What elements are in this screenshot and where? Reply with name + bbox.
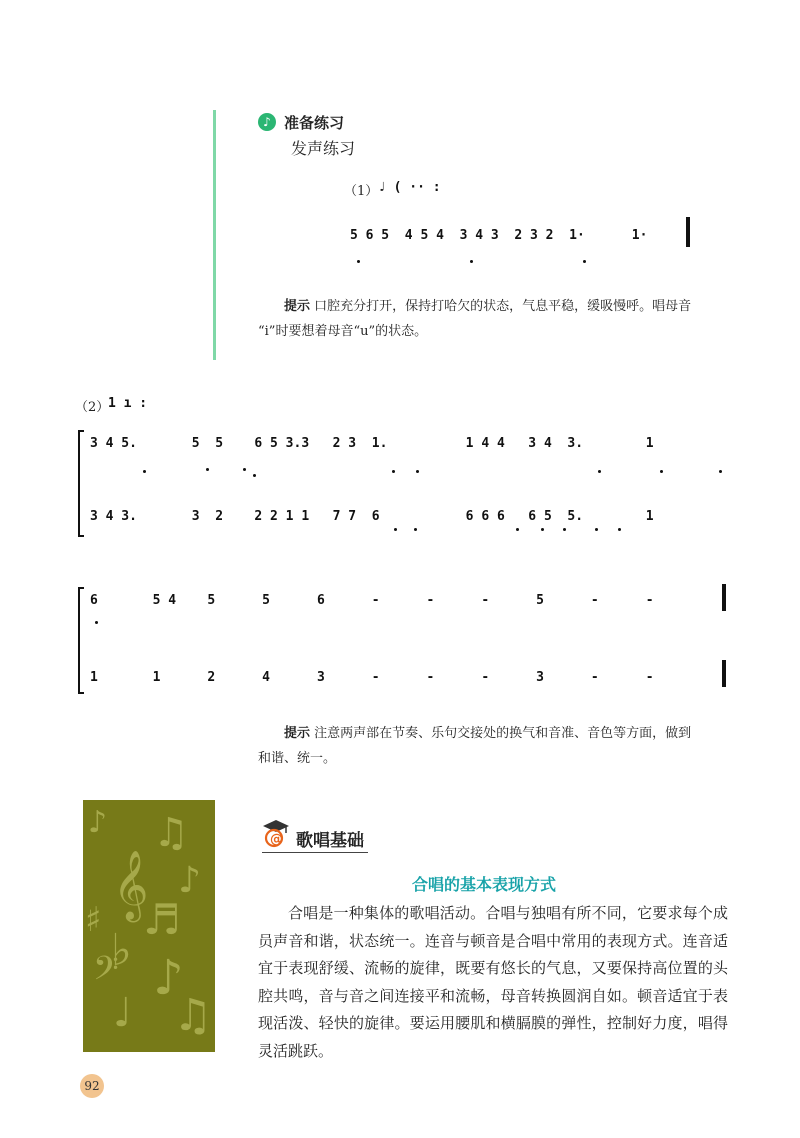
end-barline [722,584,726,611]
exercise-number: （2） [75,400,110,415]
octave-dot [563,528,566,531]
end-barline [722,660,726,687]
octave-dot [206,468,209,471]
graduation-cap-icon [262,818,290,848]
lower-voice-notes: 1 1 2 4 3 - - - 3 - - [90,670,654,685]
octave-dot [618,528,621,531]
tip-text-continued: “i”时要想着母音“u”的状态。 [258,324,428,339]
octave-dot [583,260,586,263]
end-barline [686,217,690,247]
section-subtitle: 发声练习 [291,139,356,158]
section-divider-bar [213,110,216,360]
tempo-marks: 1 ı : [108,396,148,411]
octave-dot [414,528,417,531]
octave-dot [719,470,722,473]
page-number: 92 [80,1074,104,1098]
octave-dot [541,528,544,531]
tip-text: 注意两声部在节奏、乐句交接处的换气和音准、音色等方面，做到 [314,726,692,741]
lower-voice-notes: 3 4 3. 3 2 2 2 1 1 7 7 6 6 6 6 6 5 5. 1 [90,509,654,524]
octave-dot [253,474,256,477]
exercise-number: （1） [344,184,379,199]
upper-voice-notes: 6 5 4 5 5 6 - - - 5 - - [90,593,654,608]
tip-block [258,721,738,771]
tip-block [258,294,738,344]
octave-dot [660,470,663,473]
tip-label: 提示 [284,726,311,741]
article-body [258,900,728,1065]
octave-dot [392,470,395,473]
octave-dot [516,528,519,531]
melody-notes: 5 6 5 4 5 4 3 4 3 2 3 2 1· 1· [350,228,648,243]
octave-dot [357,260,360,263]
octave-dot [95,621,98,624]
octave-dot [470,260,473,263]
octave-dot [598,470,601,473]
upper-voice-notes: 3 4 5. 5 5 6 5 3.3 2 3 1. 1 4 4 3 4 3. 1 [90,436,654,451]
svg-text:@: @ [270,832,283,847]
octave-dot [595,528,598,531]
staff-brace [78,587,84,694]
staff-brace [78,430,84,537]
tip-text-continued: 和谐、统一。 [258,751,337,766]
title-underline [262,852,368,853]
octave-dot [416,470,419,473]
section-title: 歌唱基础 [296,831,364,851]
music-symbols-illustration: 𝄞 ♫ ♪ ♬ ♯ ♭ 𝄢 ♪ ♩ ♫ ♪ [83,800,215,1052]
article-paragraph: 合唱是一种集体的歌唱活动。合唱与独唱有所不同，它要求每个成员声音和谐，状态统一。连音与顿音是合唱中常用的表现方式。连音适宜于表现舒缓、流畅的旋律，既要有悠长的气息，又要保持高位置的头腔共鸣，音与音之间连接平和流畅，母音转换圆润自如。顿音适宜于表现活泼、轻快的旋律。要运用腰肌和横膈膜的弹性，控制好力度，唱得灵活跳跃。 [258,904,728,1060]
music-note-icon: ♪ [258,113,276,131]
tip-label: 提示 [284,299,311,314]
section-title: 准备练习 [284,114,345,132]
octave-dot [394,528,397,531]
octave-dot [143,470,146,473]
tempo-marks: ♩ ( ·· : [378,180,441,195]
article-title: 合唱的基本表现方式 [412,875,557,894]
octave-dot [243,468,246,471]
tip-text: 口腔充分打开，保持打哈欠的状态，气息平稳，缓吸慢呼。唱母音 [314,299,692,314]
